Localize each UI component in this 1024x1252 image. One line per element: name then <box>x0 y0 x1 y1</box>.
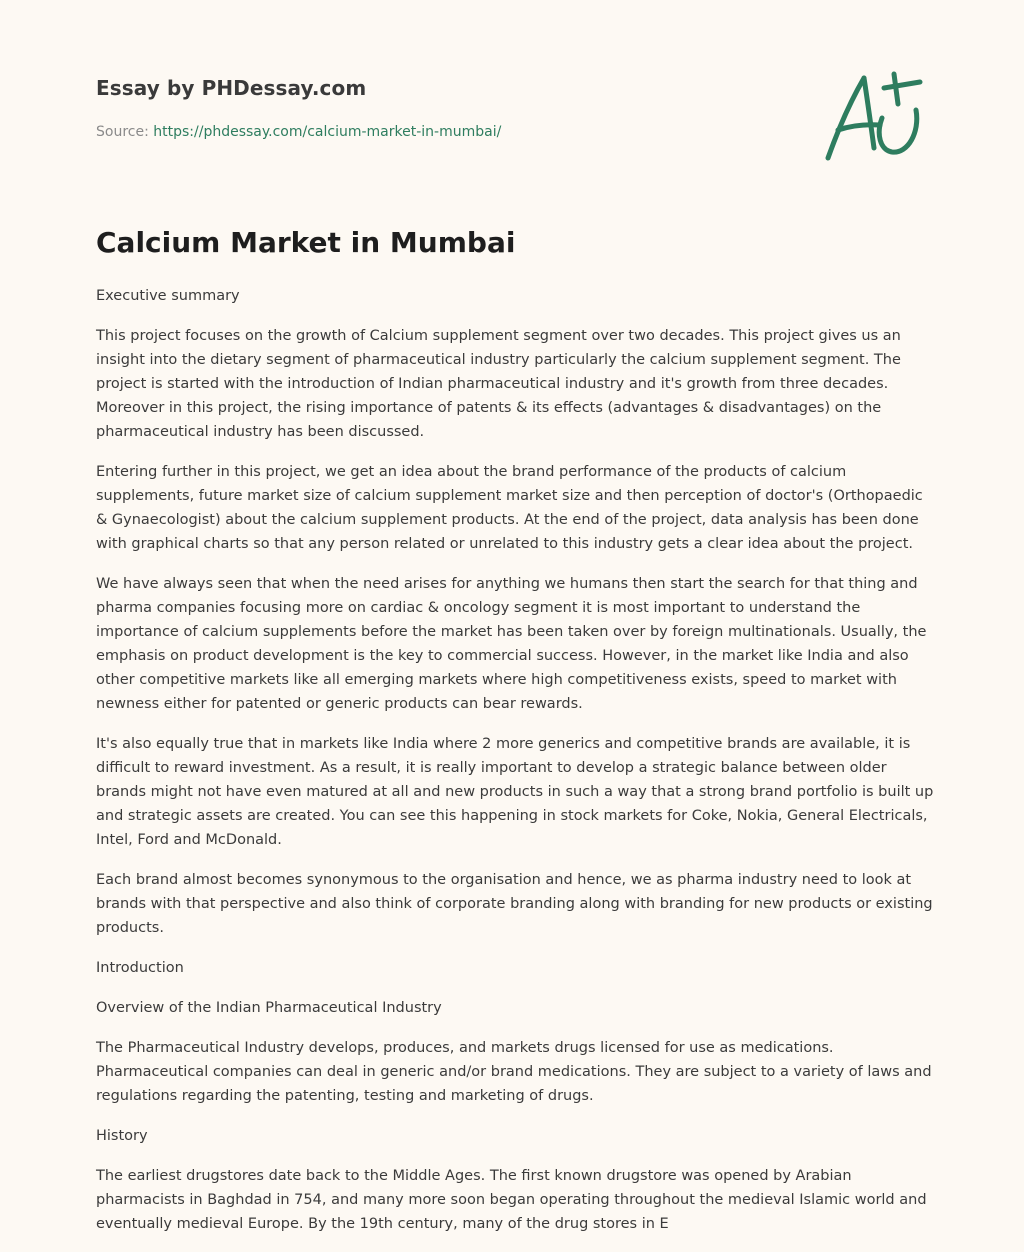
source-line <box>96 124 501 140</box>
paragraph: Introduction <box>96 960 184 976</box>
paragraph: This project focuses on the growth of Calcium supplement segment over two decades. This project gives us an insight into the dietary segment of pharmaceutical industry particularly the calcium supplement segment. The project is started with the introduction of Indian pharmaceutical industry and it's growth from three decades. Moreover in this project, the rising importance of patents & its effects (advantages & disadvantages) on the pharmaceutical industry has been discussed. <box>96 328 901 440</box>
a-plus-icon <box>824 68 928 168</box>
source-link[interactable]: https://phdessay.com/calcium-market-in-mumbai/ <box>153 124 502 140</box>
paragraph: The Pharmaceutical Industry develops, produces, and markets drugs licensed for use as medications. Pharmaceutical companies can deal in generic and/or brand medications. They are subject to a variety of laws and regulations regarding the patenting, testing and marketing of drugs. <box>96 1040 932 1104</box>
paragraph: History <box>96 1128 148 1144</box>
paragraph: We have always seen that when the need arises for anything we humans then start the search for that thing and pharma companies focusing more on cardiac & oncology segment it is most important to understand the importance of calcium supplements before the market has been taken over by foreign multinationals. Usually, the emphasis on product development is the key to commercial success. However, in the market like India and also other competitive markets like all emerging markets where high competitiveness exists, speed to market with newness either for patented or generic products can bear rewards. <box>96 576 927 712</box>
paragraph: The earliest drugstores date back to the Middle Ages. The first known drugstore was opened by Arabian pharmacists in Baghdad in 754, and many more soon began operating throughout the medieval Islamic world and eventually medieval Europe. By the 19th century, many of the drug stores in E <box>96 1168 927 1232</box>
paragraph: Overview of the Indian Pharmaceutical Industry <box>96 1000 442 1016</box>
essay-title: Calcium Market in Mumbai <box>96 226 516 259</box>
source-label: Source: <box>96 124 154 140</box>
paragraph: Entering further in this project, we get an idea about the brand performance of the products of calcium supplements, future market size of calcium supplement market size and then perception of doctor's (Orthopaedic & Gynaecologist) about the calcium supplement products. At the end of the project, data analysis has been done with graphical charts so that any person related or unrelated to this industry gets a clear idea about the project. <box>96 464 923 552</box>
paragraph: Executive summary <box>96 288 240 304</box>
paragraph: Each brand almost becomes synonymous to the organisation and hence, we as pharma industry need to look at brands with that perspective and also think of corporate branding along with branding for new products or existing products. <box>96 872 933 936</box>
essay-body <box>96 284 934 1252</box>
paragraph: It's also equally true that in markets like India where 2 more generics and competitive brands are available, it is difficult to reward investment. As a result, it is really important to develop a strategic balance between older brands might not have even matured at all and new products in such a way that a strong brand portfolio is built up and strategic assets are created. You can see this happening in stock markets for Coke, Nokia, General Electricals, Intel, Ford and McDonald. <box>96 736 934 848</box>
site-title: Essay by PHDessay.com <box>96 76 367 100</box>
